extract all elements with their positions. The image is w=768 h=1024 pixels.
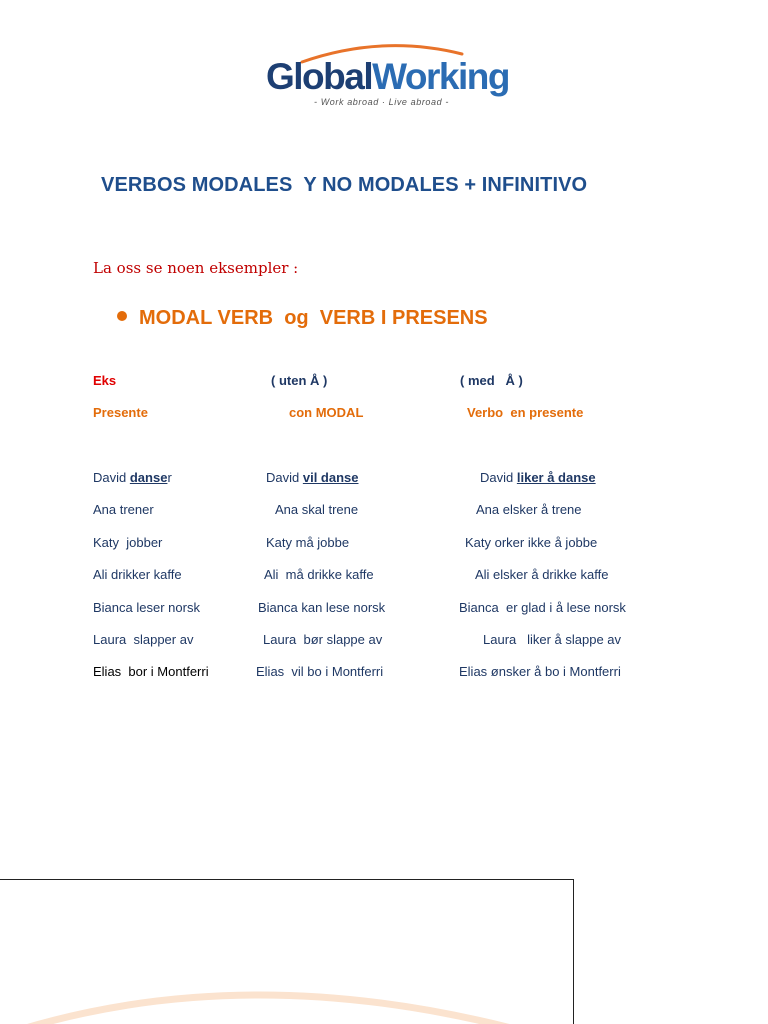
header-uten-aa: ( uten Å ) [271,373,328,388]
bullet-icon [117,311,127,321]
example-cell [263,632,382,647]
header-presente: Presente [93,405,148,420]
example-cell [93,567,182,582]
example-cell [266,470,359,485]
example-cell [93,664,209,679]
example-cell [459,664,621,679]
header-verbo-presente: Verbo en presente [467,405,584,420]
example-cell [93,470,172,485]
bottom-frame [0,879,574,1024]
example-cell [266,535,349,550]
bullet-heading-text: MODAL VERB og VERB I PRESENS [139,307,488,329]
logo-text-global: Global [266,56,373,97]
example-text: Bianca kan lese norsk [258,599,386,615]
example-text: Katy jobber [93,534,163,550]
header-con-modal: con MODAL [289,405,364,420]
example-text: Katy må jobbe [266,534,350,550]
example-cell [264,567,374,582]
example-cell [93,600,200,615]
example-text: Katy orker ikke å jobbe [465,534,598,550]
example-text: David [93,470,130,485]
example-text: Ana trener [93,502,154,518]
example-cell [476,502,582,517]
example-text: r [167,470,172,485]
example-text: Laura slapper av [93,632,194,647]
example-text: Elias ønsker å bo i Montferri [459,664,621,680]
example-text: Laura liker å slappe av [483,632,622,647]
example-text: David [480,470,517,485]
example-cell [459,600,626,615]
example-text: David [266,470,303,485]
example-cell [480,470,596,485]
example-text: Ali må drikke kaffe [264,567,374,583]
example-cell [465,535,597,550]
page-title: VERBOS MODALES Y NO MODALES + INFINITIVO [101,174,588,196]
example-cell [475,567,608,582]
example-text: Ana elsker å trene [476,502,582,518]
example-text: Bianca er glad i å lese norsk [459,599,626,615]
example-cell [256,664,383,679]
watermark-swoosh-icon [0,880,574,1024]
underlined-verb: vil danse [302,470,359,485]
header-med-aa: ( med Å ) [460,373,523,388]
example-cell [93,502,154,517]
logo-tagline: - Work abroad · Live abroad - [314,97,449,107]
example-text: Laura bør slappe av [263,632,383,647]
example-cell [275,502,358,517]
example-cell [93,535,162,550]
example-text: Ali elsker å drikke kaffe [475,567,609,583]
example-text: Bianca leser norsk [93,599,200,615]
example-text: Elias vil bo i Montferri [256,664,384,680]
logo-text-working: Working [372,56,509,97]
example-cell [258,600,385,615]
globalworking-logo [262,40,509,110]
example-cell [93,632,193,647]
example-text: Ali drikker kaffe [93,567,182,583]
header-eks: Eks [93,373,117,388]
example-cell [483,632,621,647]
underlined-verb: liker å danse [516,470,596,485]
intro-text: La oss se noen eksempler : [93,259,299,277]
bullet-heading [117,307,488,330]
underlined-verb: danse [129,470,168,485]
example-text: Elias bor i Montferri [93,664,209,680]
example-text: Ana skal trene [275,502,359,518]
